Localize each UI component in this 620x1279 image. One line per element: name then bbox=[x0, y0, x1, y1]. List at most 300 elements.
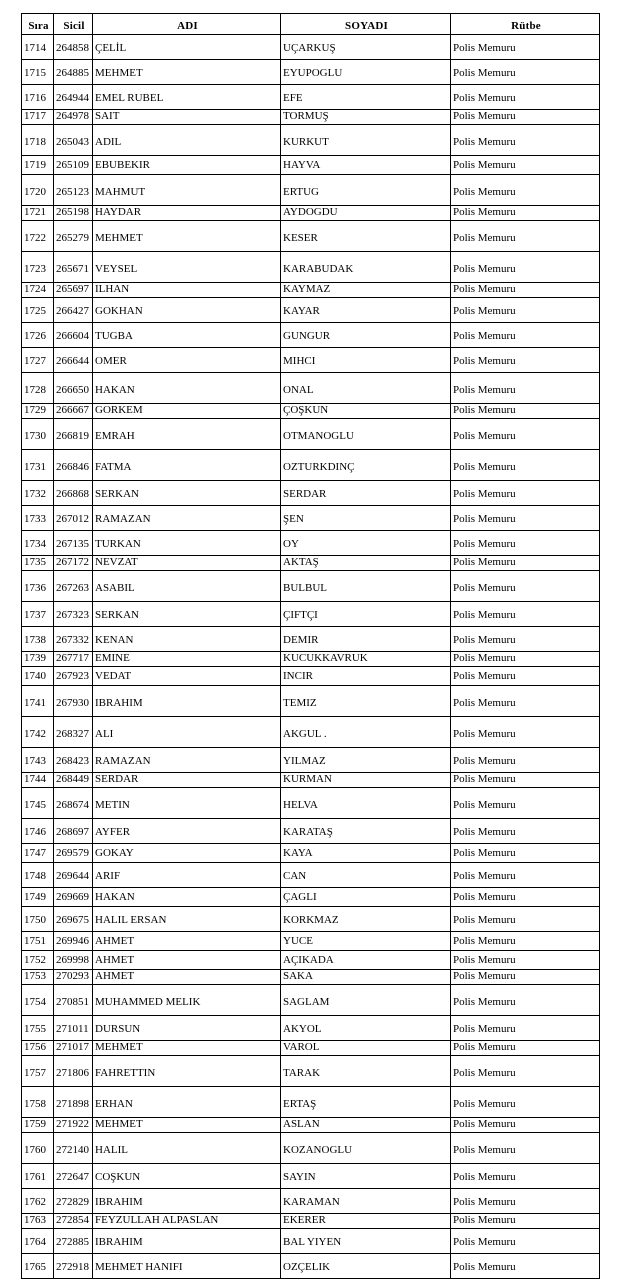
cell-sicil: 272140 bbox=[54, 1133, 93, 1164]
cell-sira: 1720 bbox=[22, 175, 54, 206]
cell-rutbe: Polis Memuru bbox=[451, 1214, 600, 1229]
cell-soyadi: CAN bbox=[281, 863, 451, 888]
cell-sicil: 269946 bbox=[54, 932, 93, 951]
cell-sicil: 272829 bbox=[54, 1189, 93, 1214]
cell-sicil: 267923 bbox=[54, 667, 93, 686]
cell-rutbe: Polis Memuru bbox=[451, 1087, 600, 1118]
cell-sira: 1733 bbox=[22, 506, 54, 531]
table-row bbox=[22, 1016, 600, 1041]
cell-sira: 1749 bbox=[22, 888, 54, 907]
cell-adi: ILHAN bbox=[93, 283, 281, 298]
cell-sira: 1761 bbox=[22, 1164, 54, 1189]
cell-rutbe: Polis Memuru bbox=[451, 175, 600, 206]
cell-adi: FAHRETTIN bbox=[93, 1056, 281, 1087]
cell-rutbe: Polis Memuru bbox=[451, 788, 600, 819]
cell-soyadi: AKYOL bbox=[281, 1016, 451, 1041]
cell-rutbe: Polis Memuru bbox=[451, 506, 600, 531]
cell-sira: 1758 bbox=[22, 1087, 54, 1118]
table-row bbox=[22, 1118, 600, 1133]
cell-sicil: 267135 bbox=[54, 531, 93, 556]
table-row bbox=[22, 667, 600, 686]
cell-soyadi: SAYIN bbox=[281, 1164, 451, 1189]
cell-adi: ASABIL bbox=[93, 571, 281, 602]
cell-sicil: 264885 bbox=[54, 60, 93, 85]
cell-soyadi: ERTUG bbox=[281, 175, 451, 206]
table-row bbox=[22, 951, 600, 970]
cell-sicil: 266427 bbox=[54, 298, 93, 323]
cell-adi: EMINE bbox=[93, 652, 281, 667]
column-header-sicil: Sicil bbox=[54, 14, 93, 35]
table-row bbox=[22, 323, 600, 348]
cell-soyadi: SAGLAM bbox=[281, 985, 451, 1016]
cell-soyadi: EKERER bbox=[281, 1214, 451, 1229]
cell-sicil: 271806 bbox=[54, 1056, 93, 1087]
cell-rutbe: Polis Memuru bbox=[451, 667, 600, 686]
cell-rutbe: Polis Memuru bbox=[451, 627, 600, 652]
cell-sicil: 268327 bbox=[54, 717, 93, 748]
cell-adi: RAMAZAN bbox=[93, 506, 281, 531]
cell-soyadi: YUCE bbox=[281, 932, 451, 951]
cell-adi: EBUBEKIR bbox=[93, 156, 281, 175]
cell-rutbe: Polis Memuru bbox=[451, 602, 600, 627]
table-row bbox=[22, 1229, 600, 1254]
cell-adi: IBRAHIM bbox=[93, 686, 281, 717]
cell-sicil: 265697 bbox=[54, 283, 93, 298]
table-row bbox=[22, 206, 600, 221]
cell-rutbe: Polis Memuru bbox=[451, 1229, 600, 1254]
cell-sicil: 272885 bbox=[54, 1229, 93, 1254]
cell-adi: VEDAT bbox=[93, 667, 281, 686]
cell-soyadi: TARAK bbox=[281, 1056, 451, 1087]
cell-rutbe: Polis Memuru bbox=[451, 556, 600, 571]
cell-soyadi: ERTAŞ bbox=[281, 1087, 451, 1118]
cell-soyadi: GUNGUR bbox=[281, 323, 451, 348]
cell-sicil: 266868 bbox=[54, 481, 93, 506]
cell-sira: 1739 bbox=[22, 652, 54, 667]
cell-sira: 1731 bbox=[22, 450, 54, 481]
cell-rutbe: Polis Memuru bbox=[451, 985, 600, 1016]
cell-soyadi: ASLAN bbox=[281, 1118, 451, 1133]
cell-sicil: 267930 bbox=[54, 686, 93, 717]
cell-rutbe: Polis Memuru bbox=[451, 419, 600, 450]
cell-sira: 1757 bbox=[22, 1056, 54, 1087]
cell-sira: 1755 bbox=[22, 1016, 54, 1041]
cell-sira: 1764 bbox=[22, 1229, 54, 1254]
cell-adi: VEYSEL bbox=[93, 252, 281, 283]
cell-sicil: 269644 bbox=[54, 863, 93, 888]
cell-soyadi: KAYA bbox=[281, 844, 451, 863]
cell-soyadi: UÇARKUŞ bbox=[281, 35, 451, 60]
cell-adi: TURKAN bbox=[93, 531, 281, 556]
cell-rutbe: Polis Memuru bbox=[451, 60, 600, 85]
cell-soyadi: AYDOGDU bbox=[281, 206, 451, 221]
column-header-adi: ADI bbox=[93, 14, 281, 35]
cell-sicil: 272918 bbox=[54, 1254, 93, 1279]
table-header-row bbox=[22, 14, 600, 35]
cell-adi: AHMET bbox=[93, 951, 281, 970]
cell-sicil: 264858 bbox=[54, 35, 93, 60]
cell-sicil: 271922 bbox=[54, 1118, 93, 1133]
cell-rutbe: Polis Memuru bbox=[451, 221, 600, 252]
cell-rutbe: Polis Memuru bbox=[451, 888, 600, 907]
cell-adi: HAKAN bbox=[93, 888, 281, 907]
cell-sira: 1743 bbox=[22, 748, 54, 773]
cell-adi: METIN bbox=[93, 788, 281, 819]
cell-soyadi: HAYVA bbox=[281, 156, 451, 175]
cell-soyadi: VAROL bbox=[281, 1041, 451, 1056]
cell-soyadi: AÇIKADA bbox=[281, 951, 451, 970]
cell-sira: 1724 bbox=[22, 283, 54, 298]
cell-rutbe: Polis Memuru bbox=[451, 907, 600, 932]
cell-adi: MUHAMMED MELIK bbox=[93, 985, 281, 1016]
cell-sira: 1716 bbox=[22, 85, 54, 110]
cell-sira: 1718 bbox=[22, 125, 54, 156]
roster-table-container bbox=[21, 13, 599, 1279]
cell-sicil: 267323 bbox=[54, 602, 93, 627]
cell-soyadi: KURMAN bbox=[281, 773, 451, 788]
cell-sira: 1745 bbox=[22, 788, 54, 819]
table-row bbox=[22, 602, 600, 627]
cell-soyadi: OZTURKDINÇ bbox=[281, 450, 451, 481]
cell-soyadi: KURKUT bbox=[281, 125, 451, 156]
cell-soyadi: ONAL bbox=[281, 373, 451, 404]
cell-sira: 1734 bbox=[22, 531, 54, 556]
cell-sira: 1762 bbox=[22, 1189, 54, 1214]
cell-soyadi: OTMANOGLU bbox=[281, 419, 451, 450]
cell-sicil: 272854 bbox=[54, 1214, 93, 1229]
cell-sira: 1715 bbox=[22, 60, 54, 85]
cell-soyadi: KARATAŞ bbox=[281, 819, 451, 844]
cell-sira: 1727 bbox=[22, 348, 54, 373]
table-row bbox=[22, 686, 600, 717]
table-row bbox=[22, 1087, 600, 1118]
cell-adi: EMEL RUBEL bbox=[93, 85, 281, 110]
cell-adi: ERHAN bbox=[93, 1087, 281, 1118]
cell-sira: 1737 bbox=[22, 602, 54, 627]
table-row bbox=[22, 788, 600, 819]
cell-rutbe: Polis Memuru bbox=[451, 1016, 600, 1041]
cell-sicil: 267012 bbox=[54, 506, 93, 531]
cell-sicil: 265671 bbox=[54, 252, 93, 283]
cell-adi: TUGBA bbox=[93, 323, 281, 348]
cell-adi: FATMA bbox=[93, 450, 281, 481]
table-row bbox=[22, 717, 600, 748]
cell-rutbe: Polis Memuru bbox=[451, 773, 600, 788]
cell-soyadi: HELVA bbox=[281, 788, 451, 819]
cell-rutbe: Polis Memuru bbox=[451, 1164, 600, 1189]
cell-sicil: 272647 bbox=[54, 1164, 93, 1189]
cell-sicil: 266819 bbox=[54, 419, 93, 450]
cell-adi: AYFER bbox=[93, 819, 281, 844]
personnel-roster-table bbox=[21, 13, 600, 1279]
cell-sicil: 268697 bbox=[54, 819, 93, 844]
cell-adi: SAIT bbox=[93, 110, 281, 125]
cell-rutbe: Polis Memuru bbox=[451, 110, 600, 125]
table-row bbox=[22, 748, 600, 773]
table-body bbox=[22, 35, 600, 1279]
cell-soyadi: OY bbox=[281, 531, 451, 556]
cell-sira: 1760 bbox=[22, 1133, 54, 1164]
cell-rutbe: Polis Memuru bbox=[451, 156, 600, 175]
cell-sicil: 264944 bbox=[54, 85, 93, 110]
cell-rutbe: Polis Memuru bbox=[451, 1254, 600, 1279]
cell-sira: 1750 bbox=[22, 907, 54, 932]
cell-adi: DURSUN bbox=[93, 1016, 281, 1041]
cell-sira: 1722 bbox=[22, 221, 54, 252]
cell-sicil: 267717 bbox=[54, 652, 93, 667]
cell-sira: 1763 bbox=[22, 1214, 54, 1229]
cell-rutbe: Polis Memuru bbox=[451, 717, 600, 748]
cell-sicil: 269675 bbox=[54, 907, 93, 932]
cell-rutbe: Polis Memuru bbox=[451, 373, 600, 404]
table-row bbox=[22, 571, 600, 602]
cell-sicil: 268423 bbox=[54, 748, 93, 773]
cell-sira: 1736 bbox=[22, 571, 54, 602]
cell-adi: MEHMET HANIFI bbox=[93, 1254, 281, 1279]
cell-rutbe: Polis Memuru bbox=[451, 652, 600, 667]
cell-sira: 1746 bbox=[22, 819, 54, 844]
cell-rutbe: Polis Memuru bbox=[451, 844, 600, 863]
cell-sicil: 266644 bbox=[54, 348, 93, 373]
cell-adi: SERKAN bbox=[93, 481, 281, 506]
table-row bbox=[22, 35, 600, 60]
cell-soyadi: KESER bbox=[281, 221, 451, 252]
cell-soyadi: SAKA bbox=[281, 970, 451, 985]
table-row bbox=[22, 110, 600, 125]
cell-sicil: 269669 bbox=[54, 888, 93, 907]
cell-rutbe: Polis Memuru bbox=[451, 863, 600, 888]
cell-soyadi: OZÇELIK bbox=[281, 1254, 451, 1279]
cell-sira: 1753 bbox=[22, 970, 54, 985]
cell-rutbe: Polis Memuru bbox=[451, 125, 600, 156]
table-row bbox=[22, 85, 600, 110]
cell-soyadi: INCIR bbox=[281, 667, 451, 686]
cell-soyadi: AKTAŞ bbox=[281, 556, 451, 571]
cell-rutbe: Polis Memuru bbox=[451, 1133, 600, 1164]
cell-adi: EMRAH bbox=[93, 419, 281, 450]
cell-sira: 1719 bbox=[22, 156, 54, 175]
cell-soyadi: ÇAGLI bbox=[281, 888, 451, 907]
cell-soyadi: AKGUL . bbox=[281, 717, 451, 748]
cell-rutbe: Polis Memuru bbox=[451, 819, 600, 844]
table-row bbox=[22, 627, 600, 652]
table-header bbox=[22, 14, 600, 35]
cell-sira: 1717 bbox=[22, 110, 54, 125]
table-row bbox=[22, 907, 600, 932]
cell-soyadi: KAYMAZ bbox=[281, 283, 451, 298]
cell-sicil: 267263 bbox=[54, 571, 93, 602]
table-row bbox=[22, 373, 600, 404]
cell-rutbe: Polis Memuru bbox=[451, 951, 600, 970]
cell-sira: 1721 bbox=[22, 206, 54, 221]
cell-adi: HAKAN bbox=[93, 373, 281, 404]
cell-soyadi: KAYAR bbox=[281, 298, 451, 323]
cell-adi: SERDAR bbox=[93, 773, 281, 788]
cell-rutbe: Polis Memuru bbox=[451, 481, 600, 506]
cell-adi: ARIF bbox=[93, 863, 281, 888]
cell-sicil: 265123 bbox=[54, 175, 93, 206]
cell-sicil: 271011 bbox=[54, 1016, 93, 1041]
cell-sicil: 266650 bbox=[54, 373, 93, 404]
cell-adi: HALIL bbox=[93, 1133, 281, 1164]
table-row bbox=[22, 888, 600, 907]
cell-sicil: 266667 bbox=[54, 404, 93, 419]
cell-soyadi: SERDAR bbox=[281, 481, 451, 506]
cell-adi: RAMAZAN bbox=[93, 748, 281, 773]
table-row bbox=[22, 1133, 600, 1164]
cell-rutbe: Polis Memuru bbox=[451, 283, 600, 298]
cell-rutbe: Polis Memuru bbox=[451, 85, 600, 110]
cell-sira: 1744 bbox=[22, 773, 54, 788]
cell-sicil: 270851 bbox=[54, 985, 93, 1016]
cell-adi: NEVZAT bbox=[93, 556, 281, 571]
table-row bbox=[22, 221, 600, 252]
cell-sicil: 265043 bbox=[54, 125, 93, 156]
cell-sira: 1748 bbox=[22, 863, 54, 888]
cell-sira: 1765 bbox=[22, 1254, 54, 1279]
table-row bbox=[22, 450, 600, 481]
cell-rutbe: Polis Memuru bbox=[451, 686, 600, 717]
cell-soyadi: MIHCI bbox=[281, 348, 451, 373]
cell-rutbe: Polis Memuru bbox=[451, 1118, 600, 1133]
cell-sira: 1741 bbox=[22, 686, 54, 717]
table-row bbox=[22, 1189, 600, 1214]
cell-sira: 1740 bbox=[22, 667, 54, 686]
cell-rutbe: Polis Memuru bbox=[451, 206, 600, 221]
cell-rutbe: Polis Memuru bbox=[451, 35, 600, 60]
cell-rutbe: Polis Memuru bbox=[451, 404, 600, 419]
cell-sira: 1742 bbox=[22, 717, 54, 748]
cell-soyadi: BAL YIYEN bbox=[281, 1229, 451, 1254]
cell-adi: ÇELİL bbox=[93, 35, 281, 60]
cell-adi: AHMET bbox=[93, 970, 281, 985]
cell-sira: 1756 bbox=[22, 1041, 54, 1056]
cell-sicil: 266846 bbox=[54, 450, 93, 481]
cell-adi: MEHMET bbox=[93, 1118, 281, 1133]
cell-rutbe: Polis Memuru bbox=[451, 1041, 600, 1056]
cell-soyadi: TEMIZ bbox=[281, 686, 451, 717]
cell-soyadi: DEMIR bbox=[281, 627, 451, 652]
column-header-soyadi: SOYADI bbox=[281, 14, 451, 35]
cell-adi: HALIL ERSAN bbox=[93, 907, 281, 932]
cell-soyadi: ŞEN bbox=[281, 506, 451, 531]
cell-sicil: 269579 bbox=[54, 844, 93, 863]
table-row bbox=[22, 970, 600, 985]
cell-sira: 1732 bbox=[22, 481, 54, 506]
cell-rutbe: Polis Memuru bbox=[451, 970, 600, 985]
table-row bbox=[22, 60, 600, 85]
table-row bbox=[22, 481, 600, 506]
cell-sicil: 266604 bbox=[54, 323, 93, 348]
table-row bbox=[22, 348, 600, 373]
cell-sicil: 268449 bbox=[54, 773, 93, 788]
cell-adi: OMER bbox=[93, 348, 281, 373]
cell-soyadi: EYUPOGLU bbox=[281, 60, 451, 85]
cell-sira: 1752 bbox=[22, 951, 54, 970]
cell-soyadi: KORKMAZ bbox=[281, 907, 451, 932]
cell-rutbe: Polis Memuru bbox=[451, 298, 600, 323]
cell-adi: MAHMUT bbox=[93, 175, 281, 206]
cell-adi: HAYDAR bbox=[93, 206, 281, 221]
cell-sicil: 269998 bbox=[54, 951, 93, 970]
cell-adi: MEHMET bbox=[93, 1041, 281, 1056]
cell-soyadi: KARABUDAK bbox=[281, 252, 451, 283]
cell-sira: 1729 bbox=[22, 404, 54, 419]
cell-soyadi: TORMUŞ bbox=[281, 110, 451, 125]
cell-sicil: 270293 bbox=[54, 970, 93, 985]
cell-rutbe: Polis Memuru bbox=[451, 748, 600, 773]
cell-sira: 1723 bbox=[22, 252, 54, 283]
table-row bbox=[22, 1041, 600, 1056]
cell-adi: IBRAHIM bbox=[93, 1189, 281, 1214]
cell-sira: 1751 bbox=[22, 932, 54, 951]
cell-sira: 1726 bbox=[22, 323, 54, 348]
cell-adi: GORKEM bbox=[93, 404, 281, 419]
column-header-sira: Sıra bbox=[22, 14, 54, 35]
table-row bbox=[22, 506, 600, 531]
cell-rutbe: Polis Memuru bbox=[451, 571, 600, 602]
cell-rutbe: Polis Memuru bbox=[451, 1056, 600, 1087]
table-row bbox=[22, 404, 600, 419]
table-row bbox=[22, 863, 600, 888]
cell-sicil: 268674 bbox=[54, 788, 93, 819]
table-row bbox=[22, 1164, 600, 1189]
cell-adi: COŞKUN bbox=[93, 1164, 281, 1189]
cell-soyadi: KOZANOGLU bbox=[281, 1133, 451, 1164]
cell-sicil: 265198 bbox=[54, 206, 93, 221]
cell-sira: 1725 bbox=[22, 298, 54, 323]
cell-sira: 1714 bbox=[22, 35, 54, 60]
table-row bbox=[22, 1056, 600, 1087]
cell-rutbe: Polis Memuru bbox=[451, 932, 600, 951]
cell-soyadi: KARAMAN bbox=[281, 1189, 451, 1214]
cell-rutbe: Polis Memuru bbox=[451, 323, 600, 348]
column-header-rutbe: Rütbe bbox=[451, 14, 600, 35]
cell-adi: ADIL bbox=[93, 125, 281, 156]
table-row bbox=[22, 1214, 600, 1229]
table-row bbox=[22, 175, 600, 206]
table-row bbox=[22, 125, 600, 156]
table-row bbox=[22, 419, 600, 450]
cell-sira: 1728 bbox=[22, 373, 54, 404]
cell-sira: 1754 bbox=[22, 985, 54, 1016]
cell-adi: FEYZULLAH ALPASLAN bbox=[93, 1214, 281, 1229]
table-row bbox=[22, 844, 600, 863]
cell-rutbe: Polis Memuru bbox=[451, 1189, 600, 1214]
cell-sicil: 265279 bbox=[54, 221, 93, 252]
cell-sicil: 265109 bbox=[54, 156, 93, 175]
cell-sicil: 271017 bbox=[54, 1041, 93, 1056]
cell-rutbe: Polis Memuru bbox=[451, 252, 600, 283]
cell-soyadi: YILMAZ bbox=[281, 748, 451, 773]
cell-sira: 1759 bbox=[22, 1118, 54, 1133]
table-row bbox=[22, 556, 600, 571]
table-row bbox=[22, 531, 600, 556]
cell-sira: 1730 bbox=[22, 419, 54, 450]
cell-soyadi: KUCUKKAVRUK bbox=[281, 652, 451, 667]
cell-sira: 1747 bbox=[22, 844, 54, 863]
cell-adi: ALI bbox=[93, 717, 281, 748]
cell-soyadi: BULBUL bbox=[281, 571, 451, 602]
table-row bbox=[22, 156, 600, 175]
table-row bbox=[22, 298, 600, 323]
cell-adi: KENAN bbox=[93, 627, 281, 652]
cell-soyadi: ÇIFTÇI bbox=[281, 602, 451, 627]
table-row bbox=[22, 283, 600, 298]
cell-adi: MEHMET bbox=[93, 60, 281, 85]
cell-adi: GOKAY bbox=[93, 844, 281, 863]
cell-soyadi: EFE bbox=[281, 85, 451, 110]
